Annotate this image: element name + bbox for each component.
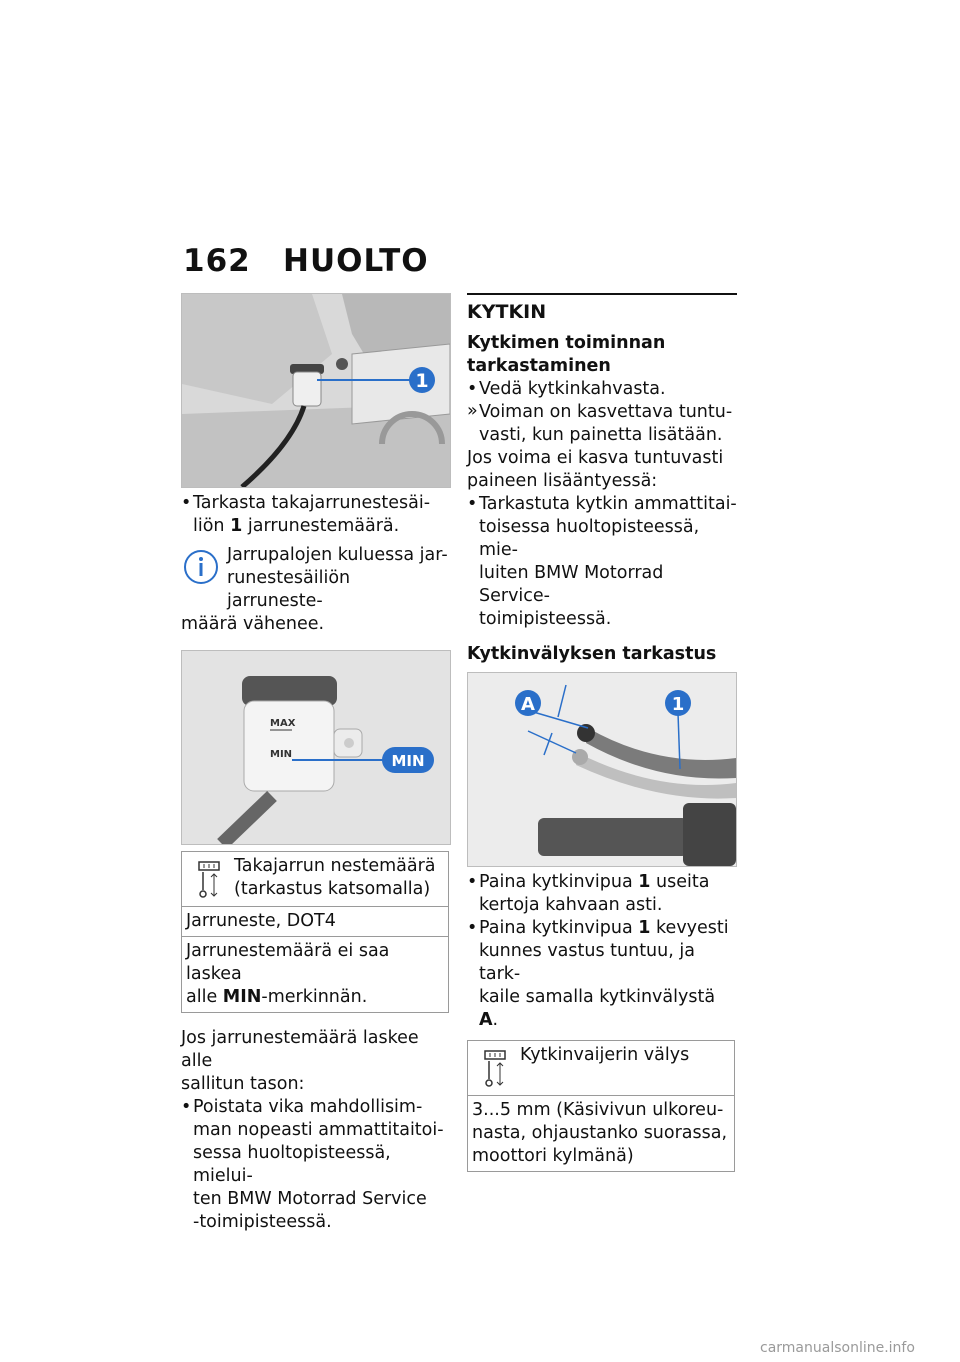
callout-1: 1 <box>671 694 685 715</box>
spec-row-min-level: Jarrunestemäärä ei saa laskea alle MIN-merkinnän. <box>182 936 448 1012</box>
list-item: • Tarkasta takajarrunestesäi- liön 1 jarrunestemäärä. <box>181 492 451 538</box>
brake-reservoir-photo <box>181 293 451 488</box>
result-item: » Voiman on kasvettava tuntu- vasti, kun painetta lisätään. <box>467 401 737 447</box>
min-label: MIN <box>270 749 293 760</box>
page-number: 162 <box>183 243 251 279</box>
spec-header: Takajarrun nestemäärä (tarkastus katsomalla) <box>182 852 448 906</box>
spec-row-fluid-type: Jarruneste, DOT4 <box>182 906 448 936</box>
reservoir-level-photo <box>181 650 451 845</box>
check-list <box>181 492 451 538</box>
left-column <box>181 293 451 1234</box>
clearance-list <box>467 871 737 1032</box>
section-title: KYTKIN <box>467 293 737 324</box>
right-column <box>467 293 737 1172</box>
list-item: • Tarkastuta kytkin ammattitai- toisessa huoltopisteessä, mie- luiten BMW Motorrad Service- toimipisteessä. <box>467 493 737 631</box>
low-level-paragraph: Jos jarrunestemäärä laskee alle sallitun tason: <box>181 1028 419 1094</box>
clutch-check-list <box>467 378 737 447</box>
max-label: MAX <box>270 718 296 729</box>
clutch-repair-list <box>467 493 737 631</box>
measurement-icon <box>482 1049 508 1089</box>
callout-1: 1 <box>415 370 429 392</box>
subsection-title-clearance: Kytkinvälyksen tarkastus <box>467 644 717 664</box>
page-header <box>183 243 429 279</box>
measurement-icon <box>196 860 222 900</box>
watermark: carmanualsonline.info <box>760 1340 915 1356</box>
clutch-paragraph: Jos voima ei kasva tuntuvasti paineen lisääntyessä: <box>467 448 724 491</box>
subsection-title: Kytkimen toiminnan tarkastaminen <box>467 333 666 376</box>
info-icon <box>183 549 219 585</box>
spec-header: Kytkinvaijerin välys <box>468 1041 734 1095</box>
callout-a: A <box>521 694 535 715</box>
list-item: • Paina kytkinvipua 1 useita kertoja kahvaan asti. <box>467 871 737 917</box>
chapter-title: HUOLTO <box>283 243 429 279</box>
list-item: • Poistata vika mahdollisim- man nopeasti ammattitaitoi- sessa huoltopisteessä, mielui- ten BMW Motorrad Service -toimipisteessä. <box>181 1096 451 1234</box>
spec-table-brake-fluid <box>181 851 449 1013</box>
callout-min: MIN <box>391 752 425 770</box>
list-item: • Paina kytkinvipua 1 kevyesti kunnes vastus tuntuu, ja tark- kaile samalla kytkinvälystä A. <box>467 917 737 1032</box>
repair-list <box>181 1096 451 1234</box>
spec-row-clearance: 3...5 mm (Käsivivun ulkoreu- nasta, ohjaustanko suorassa, moottori kylmänä) <box>468 1095 734 1171</box>
clutch-lever-photo <box>467 672 737 867</box>
spec-table-clutch <box>467 1040 735 1172</box>
list-item: • Vedä kytkinkahvasta. <box>467 378 737 401</box>
info-note: Jarrupalojen kuluessa jar- runestesäiliön jarruneste- määrä vähenee. <box>181 545 448 634</box>
